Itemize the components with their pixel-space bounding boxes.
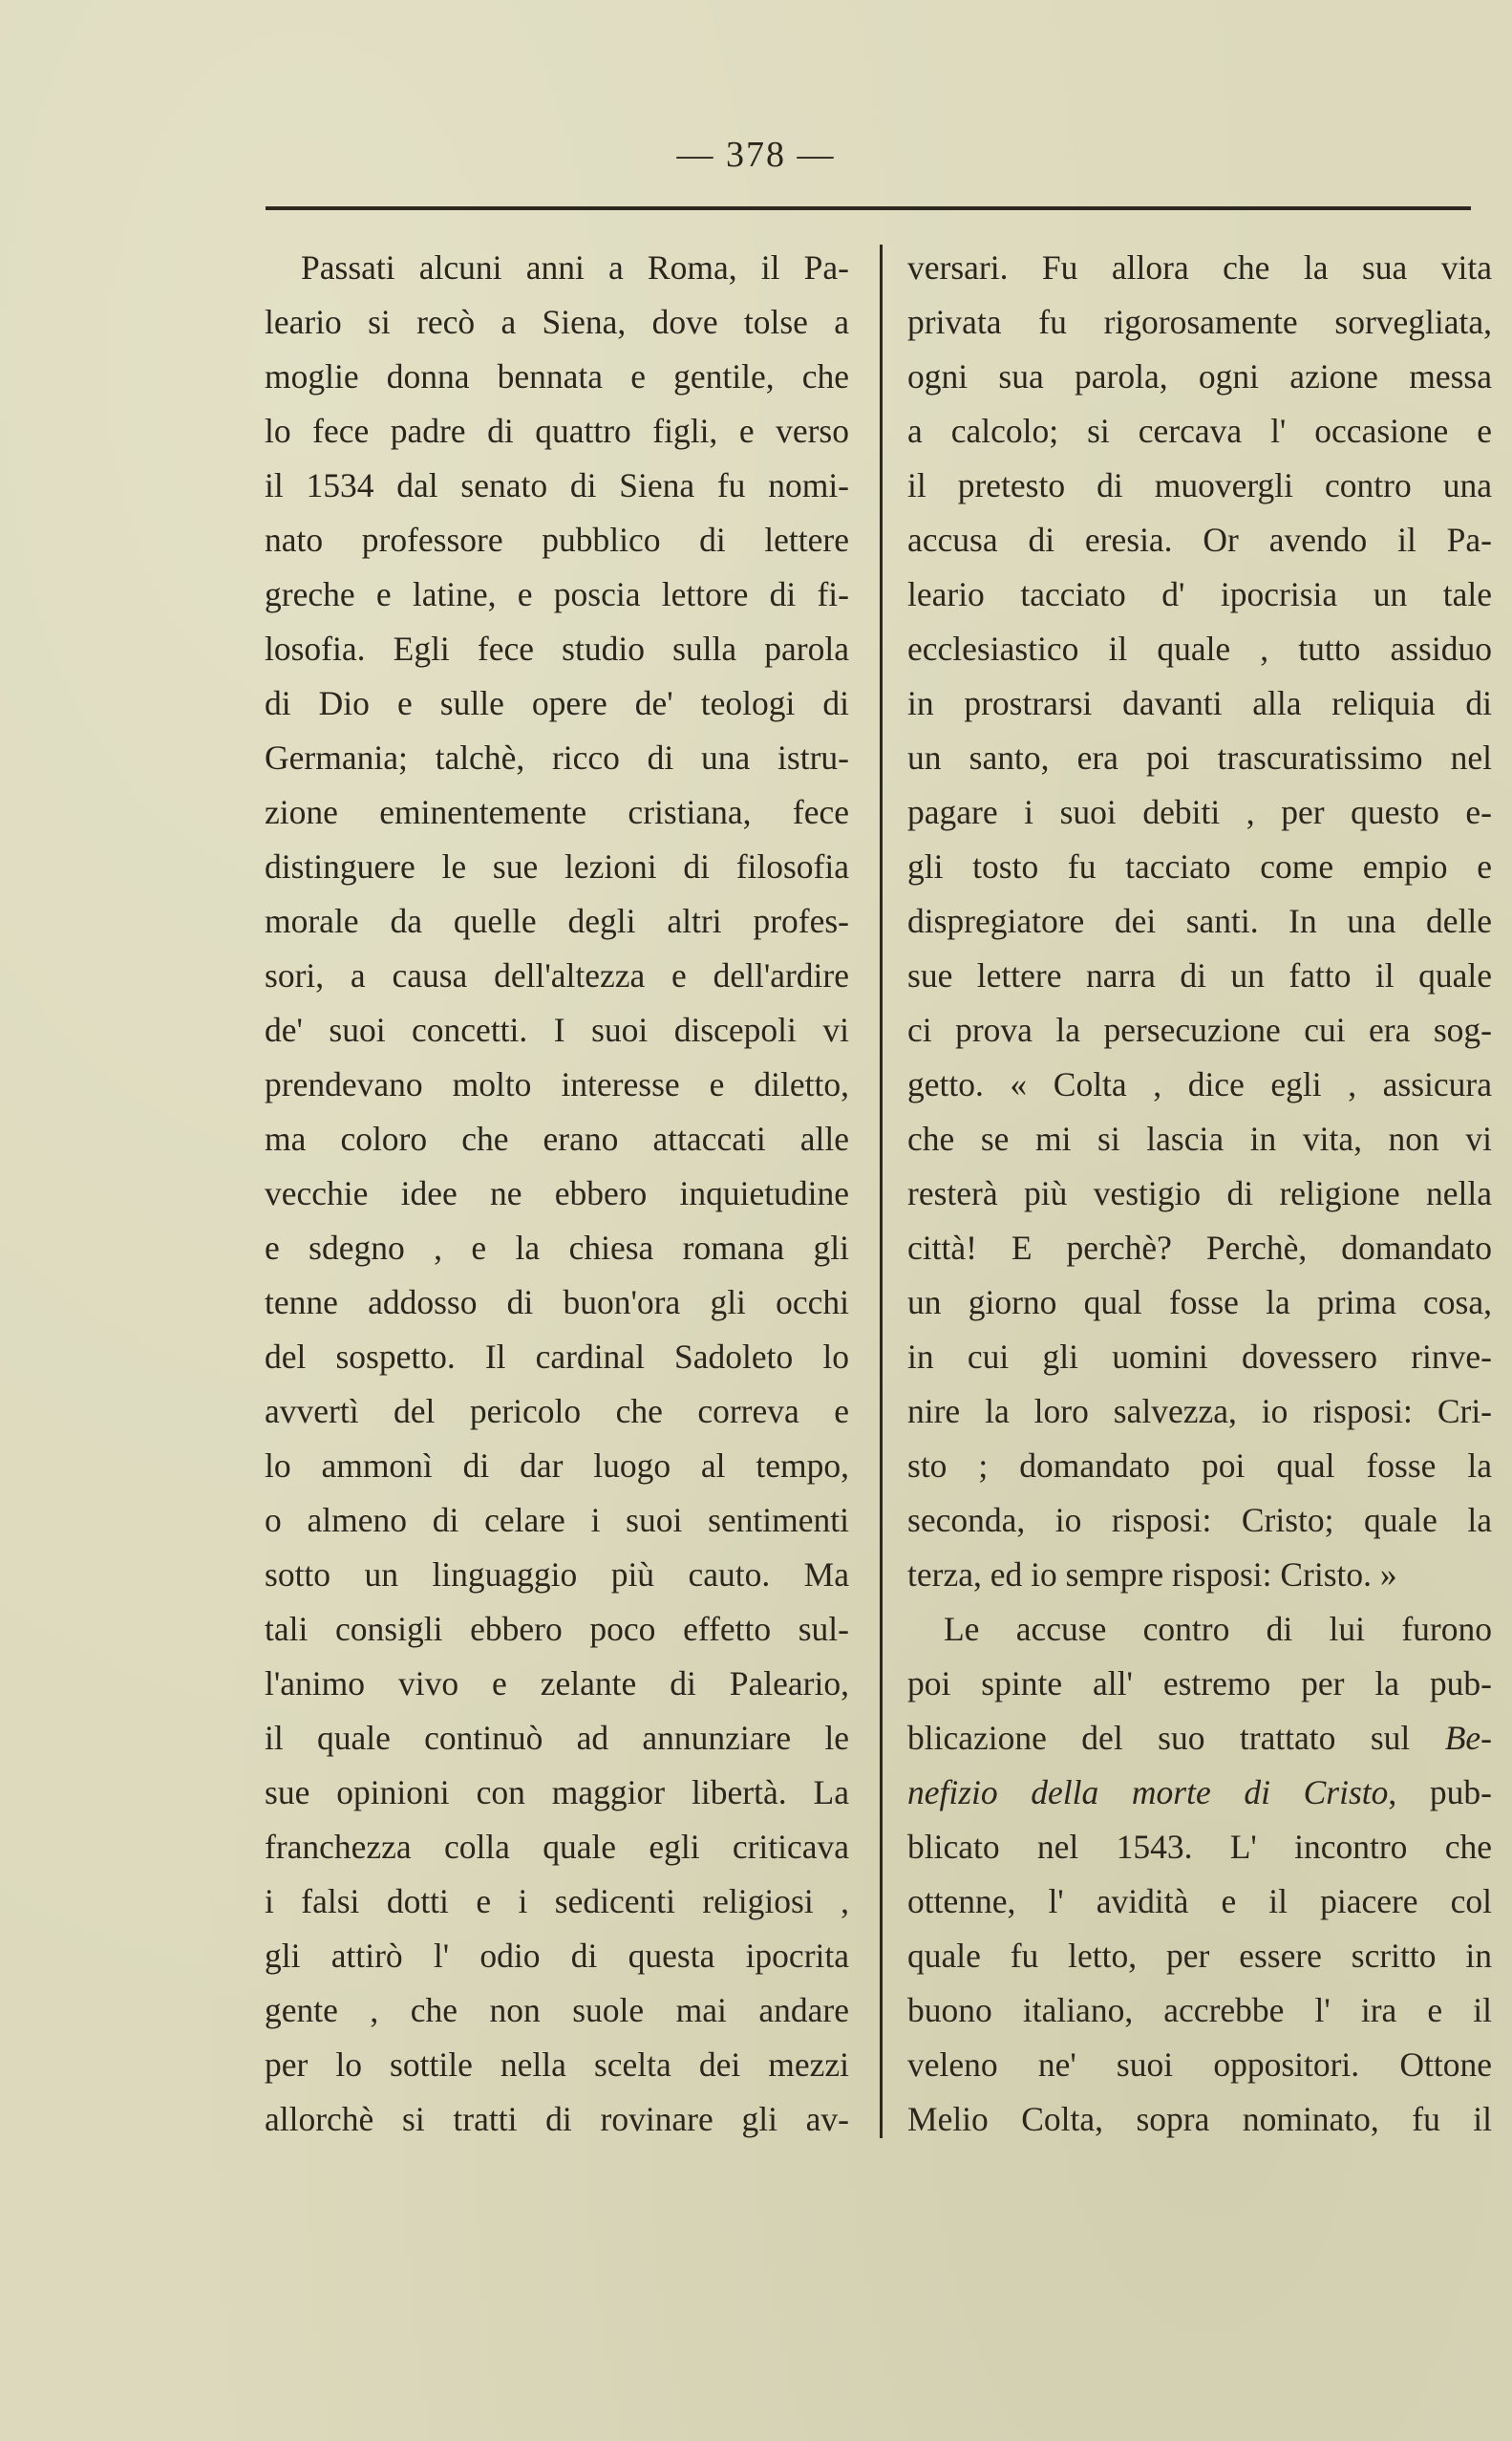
line-text: ci prova la persecuzione cui era sog- [907, 1011, 1492, 1049]
text-line [265, 241, 849, 295]
line-text: resterà più vestigio di religione nella [907, 1174, 1492, 1212]
text-line [265, 1657, 849, 1711]
text-line [265, 894, 849, 949]
line-text: di Dio e sulle opere de' teologi di [265, 684, 849, 722]
text-line [907, 1602, 1492, 1657]
line-text: nire la loro salvezza, io risposi: Cri- [907, 1392, 1492, 1430]
line-text: Le accuse contro di lui furono [944, 1610, 1492, 1648]
text-line [907, 1384, 1492, 1439]
italic-title: Be- [1444, 1719, 1492, 1757]
text-line [265, 1983, 849, 2038]
text-line [265, 513, 849, 567]
line-text: tenne addosso di buon'ora gli occhi [265, 1283, 849, 1321]
text-line [265, 1058, 849, 1112]
line-text: un santo, era poi trascuratissimo nel [907, 739, 1492, 777]
line-text: accusa di eresia. Or avendo il Pa- [907, 521, 1492, 559]
header-rule [266, 206, 1471, 210]
line-text: in cui gli uomini dovessero rinve- [907, 1338, 1492, 1376]
text-line [265, 295, 849, 350]
text-line [907, 1167, 1492, 1221]
text-line [907, 1275, 1492, 1330]
left-text-column [265, 241, 849, 2147]
line-text: versari. Fu allora che la sua vita [907, 248, 1492, 287]
text-line [907, 894, 1492, 949]
line-text: avvertì del pericolo che correva e [265, 1392, 849, 1430]
line-text: de' suoi concetti. I suoi discepoli vi [265, 1011, 849, 1049]
line-text: ogni sua parola, ogni azione messa [907, 357, 1492, 396]
line-text: per lo sottile nella scelta dei mezzi [265, 2045, 849, 2084]
text-line [907, 1548, 1492, 1602]
text-line [907, 1003, 1492, 1058]
text-line [265, 949, 849, 1003]
text-line [907, 2092, 1492, 2147]
line-text: distinguere le sue lezioni di filosofia [265, 847, 849, 886]
text-line [907, 1058, 1492, 1112]
text-line [265, 731, 849, 785]
line-text: ottenne, l' avidità e il piacere col [907, 1882, 1492, 1920]
line-text: e sdegno , e la chiesa romana gli [265, 1229, 849, 1267]
text-line [265, 1003, 849, 1058]
text-line [265, 622, 849, 676]
text-line [907, 295, 1492, 350]
page-number: — 378 — [676, 135, 836, 175]
text-line [907, 1983, 1492, 2038]
text-line [907, 1657, 1492, 1711]
text-line [265, 1548, 849, 1602]
line-text: sotto un linguaggio più cauto. Ma [265, 1555, 849, 1594]
text-line [907, 459, 1492, 513]
line-text: greche e latine, e poscia lettore di fi- [265, 575, 849, 613]
line-text: Melio Colta, sopra nominato, fu il [907, 2100, 1492, 2138]
text-line [907, 1820, 1492, 1874]
text-line [265, 1820, 849, 1874]
line-text: blicato nel 1543. L' incontro che [907, 1828, 1492, 1866]
text-line [907, 1766, 1492, 1820]
text-line [907, 785, 1492, 840]
text-line [907, 567, 1492, 622]
line-text: terza, ed io sempre risposi: Cristo. » [907, 1555, 1397, 1594]
text-line [265, 1602, 849, 1657]
text-line [907, 622, 1492, 676]
line-text: l'animo vivo e zelante di Paleario, [265, 1664, 849, 1702]
line-text: buono italiano, accrebbe l' ira e il [907, 1991, 1492, 2029]
line-text: Passati alcuni anni a Roma, il Pa- [301, 248, 849, 287]
line-text: ma coloro che erano attaccati alle [265, 1120, 849, 1158]
text-line [907, 2038, 1492, 2092]
line-text: che se mi si lascia in vita, non vi [907, 1120, 1492, 1158]
line-text: gente , che non suole mai andare [265, 1991, 849, 2029]
line-text: il quale continuò ad annunziare le [265, 1719, 849, 1757]
line-text: privata fu rigorosamente sorvegliata, [907, 303, 1492, 341]
line-text: moglie donna bennata e gentile, che [265, 357, 849, 396]
line-text-after: , pub- [1388, 1773, 1492, 1811]
text-line [265, 1874, 849, 1929]
line-text: getto. « Colta , dice egli , assicura [907, 1065, 1492, 1103]
line-text: un giorno qual fosse la prima cosa, [907, 1283, 1492, 1321]
line-text: sto ; domandato poi qual fosse la [907, 1446, 1492, 1485]
text-line [265, 459, 849, 513]
text-line [907, 1929, 1492, 1983]
line-text: lo ammonì di dar luogo al tempo, [265, 1446, 849, 1485]
text-line [265, 1384, 849, 1439]
line-text: tali consigli ebbero poco effetto sul- [265, 1610, 849, 1648]
text-line [265, 1221, 849, 1275]
line-text: vecchie idee ne ebbero inquietudine [265, 1174, 849, 1212]
line-text: franchezza colla quale egli criticava [265, 1828, 849, 1866]
line-text: morale da quelle degli altri profes- [265, 902, 849, 940]
text-line [265, 1493, 849, 1548]
text-line [907, 404, 1492, 459]
text-line [907, 1493, 1492, 1548]
text-line [265, 840, 849, 894]
line-text: losofia. Egli fece studio sulla parola [265, 630, 849, 668]
text-line [907, 1711, 1492, 1766]
line-text: leario tacciato d' ipocrisia un tale [907, 575, 1492, 613]
text-line [907, 731, 1492, 785]
line-text: veleno ne' suoi oppositori. Ottone [907, 2045, 1492, 2084]
line-text: del sospetto. Il cardinal Sadoleto lo [265, 1338, 849, 1376]
line-text: dispregiatore dei santi. In una delle [907, 902, 1492, 940]
line-text: in prostrarsi davanti alla reliquia di [907, 684, 1492, 722]
line-text: quale fu letto, per essere scritto in [907, 1937, 1492, 1975]
line-text: allorchè si tratti di rovinare gli av- [265, 2100, 849, 2138]
line-text: il pretesto di muovergli contro una [907, 466, 1492, 504]
text-line [265, 676, 849, 731]
text-line [907, 1874, 1492, 1929]
text-line [265, 2092, 849, 2147]
line-text: Germania; talchè, ricco di una istru- [265, 739, 849, 777]
line-text: nato professore pubblico di lettere [265, 521, 849, 559]
text-line [907, 1221, 1492, 1275]
line-text: sue lettere narra di un fatto il quale [907, 956, 1492, 995]
line-text: il 1534 dal senato di Siena fu nomi- [265, 466, 849, 504]
text-line [907, 241, 1492, 295]
text-line [907, 513, 1492, 567]
text-line [907, 1439, 1492, 1493]
text-line [265, 1929, 849, 1983]
line-text: blicazione del suo trattato sul [907, 1719, 1445, 1757]
text-line [265, 1766, 849, 1820]
column-divider [880, 245, 883, 2138]
line-text: lo fece padre di quattro figli, e verso [265, 412, 849, 450]
line-text: ecclesiastico il quale , tutto assiduo [907, 630, 1492, 668]
text-line [907, 949, 1492, 1003]
text-line [265, 1275, 849, 1330]
text-line [907, 676, 1492, 731]
line-text: seconda, io risposi: Cristo; quale la [907, 1501, 1492, 1539]
italic-title: nefizio della morte di Cristo [907, 1773, 1389, 1811]
text-line [265, 1711, 849, 1766]
line-text: gli attirò l' odio di questa ipocrita [265, 1937, 849, 1975]
line-text: sue opinioni con maggior libertà. La [265, 1773, 849, 1811]
text-line [907, 350, 1492, 404]
text-line [265, 1439, 849, 1493]
text-line [265, 1112, 849, 1167]
text-line [265, 785, 849, 840]
text-line [265, 1330, 849, 1384]
line-text: a calcolo; si cercava l' occasione e [907, 412, 1492, 450]
text-line [907, 1330, 1492, 1384]
line-text: sori, a causa dell'altezza e dell'ardire [265, 956, 849, 995]
line-text: i falsi dotti e i sedicenti religiosi , [265, 1882, 849, 1920]
line-text: o almeno di celare i suoi sentimenti [265, 1501, 849, 1539]
line-text: città! E perchè? Perchè, domandato [907, 1229, 1492, 1267]
text-line [907, 840, 1492, 894]
line-text: zione eminentemente cristiana, fece [265, 793, 849, 831]
text-line [265, 350, 849, 404]
right-text-column [907, 241, 1492, 2147]
text-line [265, 2038, 849, 2092]
text-line [265, 1167, 849, 1221]
text-line [265, 567, 849, 622]
line-text: gli tosto fu tacciato come empio e [907, 847, 1492, 886]
line-text: pagare i suoi debiti , per questo e- [907, 793, 1492, 831]
text-line [265, 404, 849, 459]
line-text: prendevano molto interesse e diletto, [265, 1065, 849, 1103]
text-line [907, 1112, 1492, 1167]
line-text: leario si recò a Siena, dove tolse a [265, 303, 849, 341]
line-text: poi spinte all' estremo per la pub- [907, 1664, 1492, 1702]
